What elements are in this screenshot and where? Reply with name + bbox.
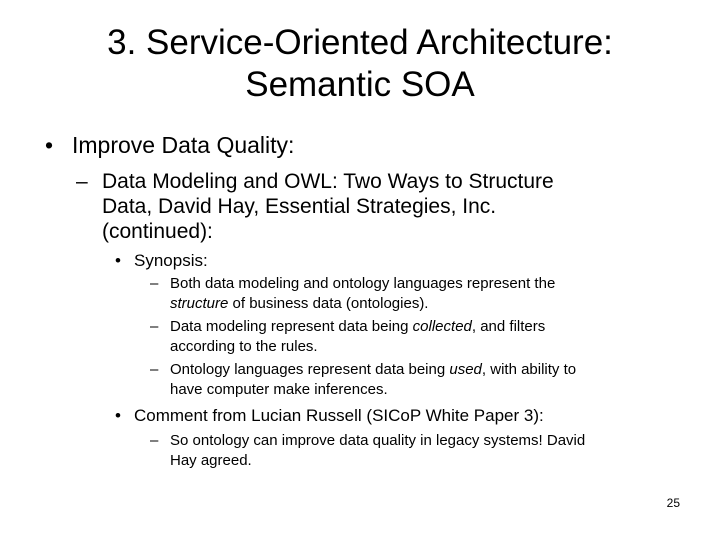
synopsis-item-1-line-2: structure of business data (ontologies). [170, 295, 429, 312]
bullet-marker: • [115, 406, 121, 425]
comment-item-line-2: Hay agreed. [170, 452, 252, 469]
synopsis-item-2-line-1: Data modeling represent data being collected, and filters [170, 318, 546, 335]
reference-line-1: Data Modeling and OWL: Two Ways to Structure [102, 170, 554, 193]
emphasis-used: used [449, 361, 482, 378]
emphasis-collected: collected [412, 318, 472, 335]
bullet-marker: • [115, 251, 121, 270]
slide-title [36, 22, 684, 106]
page-number: 25 [666, 496, 680, 510]
dash-marker: – [150, 318, 159, 335]
bullet-marker: • [45, 132, 54, 158]
comment-heading: Comment from Lucian Russell (SICoP White Paper 3): [134, 406, 544, 425]
bullet-improve-data-quality: Improve Data Quality: [72, 132, 295, 158]
dash-marker: – [76, 170, 88, 193]
synopsis-item-3-line-1: Ontology languages represent data being used, with ability to [170, 361, 577, 378]
title-line-2: Semantic SOA [245, 65, 475, 104]
reference-line-2: Data, David Hay, Essential Strategies, Inc. [102, 195, 497, 218]
reference-line-3: (continued): [102, 220, 213, 243]
synopsis-item-2-line-2: according to the rules. [170, 338, 318, 355]
synopsis-item-1-line-1: Both data modeling and ontology languages represent the [170, 275, 556, 292]
title-line-1: 3. Service-Oriented Architecture: [107, 23, 613, 62]
emphasis-structure: structure [170, 295, 229, 312]
synopsis-item-3-line-2: have computer make inferences. [170, 381, 388, 398]
dash-marker: – [150, 361, 159, 378]
comment-item-line-1: So ontology can improve data quality in legacy systems! David [170, 432, 586, 449]
dash-marker: – [150, 275, 159, 292]
synopsis-heading: Synopsis: [134, 251, 208, 270]
dash-marker: – [150, 432, 159, 449]
